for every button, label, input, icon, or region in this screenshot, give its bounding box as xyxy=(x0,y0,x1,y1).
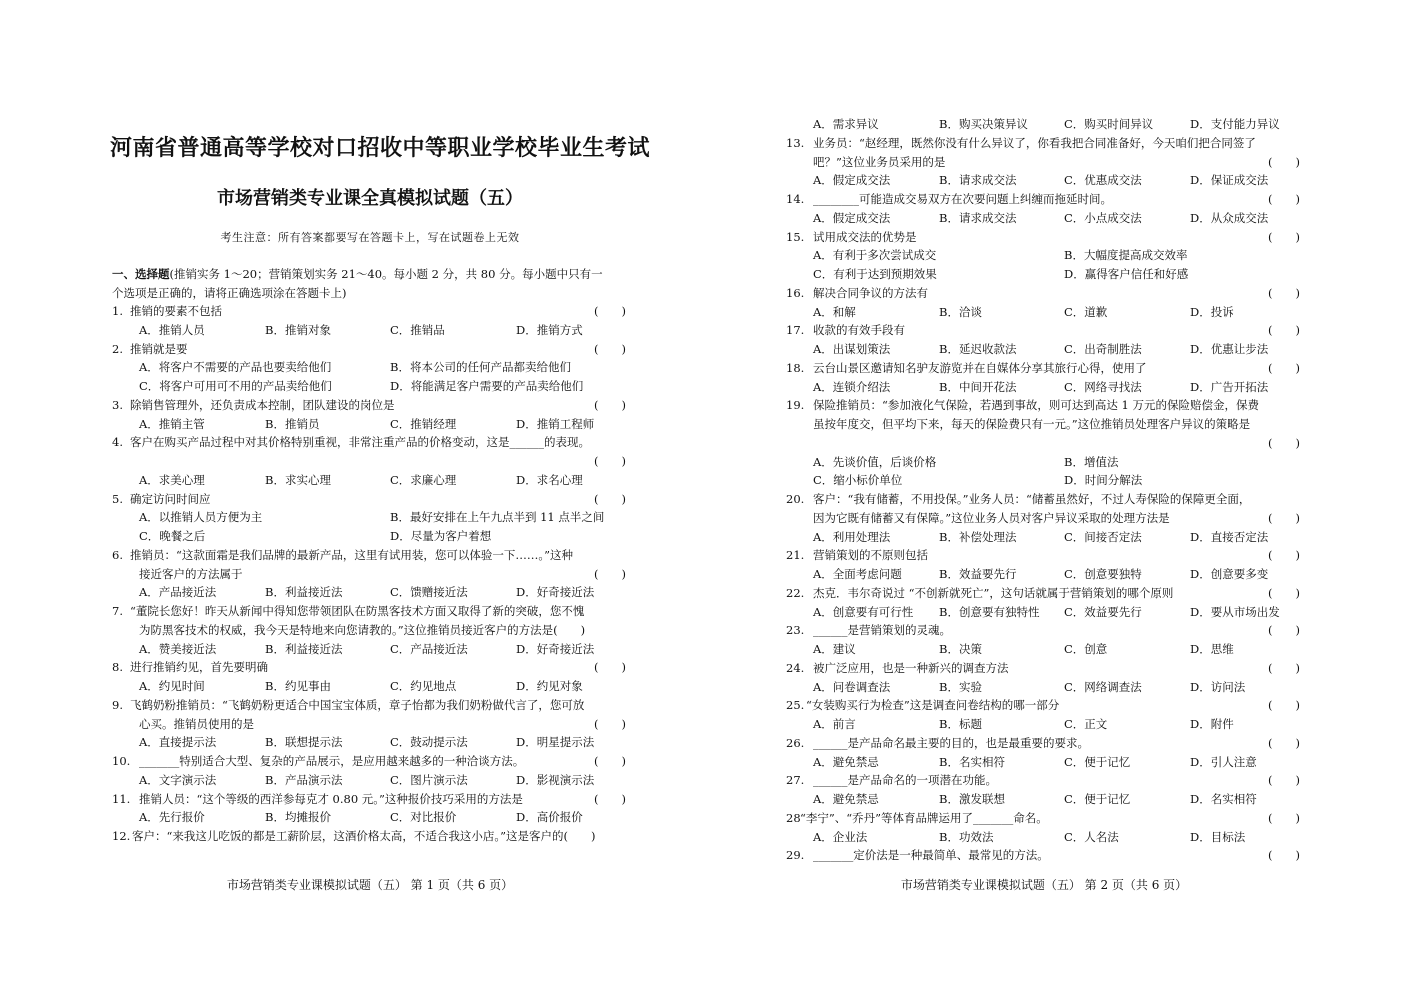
option-a: A．约见时间 xyxy=(139,679,205,693)
answer-paren: ( ) xyxy=(594,397,626,412)
question-6 xyxy=(110,546,630,565)
answer-paren: ( ) xyxy=(594,491,626,506)
options-row xyxy=(110,415,630,434)
option-d: D．思维 xyxy=(1190,642,1234,656)
options-row xyxy=(784,603,1304,622)
options-row xyxy=(110,527,630,546)
options-row xyxy=(784,640,1304,659)
question-number: 9. xyxy=(112,697,123,712)
option-b: B．请求成交法 xyxy=(939,210,1017,225)
option-a: A．以推销人员方便为主 xyxy=(139,510,263,525)
option-d: D．尽量为客户着想 xyxy=(390,529,492,543)
option-b: B．增值法 xyxy=(1064,454,1119,469)
options-row xyxy=(784,528,1304,547)
options-row xyxy=(784,378,1304,397)
option-c: C．馈赠接近法 xyxy=(390,585,468,600)
question-number: 5. xyxy=(112,491,123,506)
option-b: B．实验 xyxy=(939,679,982,694)
option-b: B．请求成交法 xyxy=(939,173,1017,188)
question-21 xyxy=(784,546,1304,565)
answer-paren: ( ) xyxy=(1268,848,1300,863)
options-row xyxy=(784,471,1304,490)
question-number: 1. xyxy=(112,304,123,318)
answer-paren: ( ) xyxy=(594,791,626,806)
section-instructions-1: (推销实务 1～20；营销策划实务 21～40。每小题 2 分，共 80 分。每小题中只有一 xyxy=(169,267,603,281)
options-row xyxy=(784,828,1304,847)
option-c: C．有利于达到预期效果 xyxy=(813,267,937,281)
question-number: 12. xyxy=(112,829,131,843)
answer-paren: ( ) xyxy=(1268,192,1300,206)
answer-paren: ( ) xyxy=(1268,623,1300,638)
question-stem-cont: 虽按年度交，但平均下来，每天的保险费只有一元。”这位推销员处理客户异议的策略是 xyxy=(813,417,1251,431)
option-c: C．便于记忆 xyxy=(1064,754,1131,769)
question-stem: 业务员：“赵经理，既然你没有什么异议了，你看我把合同准备好，今天咱们把合同签了 xyxy=(813,135,1256,150)
option-d: D．保证成交法 xyxy=(1190,173,1269,188)
options-row xyxy=(110,471,630,490)
question-6-cont xyxy=(110,565,630,584)
question-number: 15. xyxy=(786,229,805,244)
question-number: 13. xyxy=(786,135,805,150)
option-a: A．需求异议 xyxy=(813,117,879,131)
option-c: C．优惠成交法 xyxy=(1064,173,1142,188)
option-b: B．推销员 xyxy=(265,416,320,431)
option-a: A．避免禁忌 xyxy=(813,792,879,806)
question-26 xyxy=(784,734,1304,753)
option-c: C．网络寻找法 xyxy=(1064,379,1142,394)
question-19 xyxy=(784,396,1304,415)
options-row xyxy=(110,377,630,396)
option-c: C．效益要先行 xyxy=(1064,604,1142,619)
option-d: D．推销工程师 xyxy=(516,416,595,431)
options-row xyxy=(784,453,1304,472)
option-c: C．求廉心理 xyxy=(390,472,457,487)
option-d: D．优惠让步法 xyxy=(1190,342,1269,356)
question-stem: “李宁”、“乔丹”等体育品牌运用了_______命名。 xyxy=(800,810,1048,825)
question-number: 4. xyxy=(112,435,123,450)
option-c: C．缩小标价单位 xyxy=(813,473,903,488)
option-a: A．出谋划策法 xyxy=(813,342,891,356)
option-a: A．建议 xyxy=(813,642,856,656)
question-number: 21. xyxy=(786,548,805,563)
option-b: B．利益接近法 xyxy=(265,585,343,600)
option-b: B．名实相符 xyxy=(939,754,1005,769)
option-d: D．从众成交法 xyxy=(1190,210,1269,225)
option-a: A．产品接近法 xyxy=(139,585,217,600)
answer-paren: ( ) xyxy=(1268,810,1300,825)
answer-paren: ( ) xyxy=(1268,510,1300,525)
option-b: B．求实心理 xyxy=(265,472,331,487)
question-24 xyxy=(784,659,1304,678)
answer-paren: ( ) xyxy=(1268,698,1300,713)
option-d: D．投诉 xyxy=(1190,304,1234,319)
option-b: B．均摊报价 xyxy=(265,810,331,825)
options-row xyxy=(784,715,1304,734)
answer-paren: ( ) xyxy=(1268,360,1300,375)
answer-paren: ( ) xyxy=(1268,154,1300,169)
question-13-cont xyxy=(784,153,1304,172)
question-number: 7. xyxy=(112,604,123,618)
option-b: B．延迟收款法 xyxy=(939,342,1017,356)
answer-paren: ( ) xyxy=(594,660,626,675)
option-c: C．正文 xyxy=(1064,717,1108,731)
answer-paren: ( ) xyxy=(1268,285,1300,300)
option-b: B．功效法 xyxy=(939,829,994,844)
page-footer: 市场营销类专业课模拟试题（五） 第 1 页（共 6 页） xyxy=(226,878,514,892)
question-stem: 营销策划的不原则包括 xyxy=(813,548,928,563)
question-stem-cont: 因为它既有储蓄又有保障。”这位业务人员对客户异议采取的处理方法是 xyxy=(813,510,1170,525)
option-c: C．推销品 xyxy=(390,322,445,337)
option-b: B．推销对象 xyxy=(265,322,331,337)
question-10 xyxy=(110,752,630,771)
option-c: C．小点成交法 xyxy=(1064,210,1142,225)
answer-paren: ( ) xyxy=(1268,773,1300,788)
option-d: D．赢得客户信任和好感 xyxy=(1064,267,1189,281)
option-b: B．大幅度提高成交效率 xyxy=(1064,248,1188,263)
question-number: 17. xyxy=(786,323,805,338)
answer-paren: ( ) xyxy=(1268,660,1300,675)
options-row xyxy=(110,677,630,696)
question-stem: 杰克．韦尔奇说过 “不创新就死亡”，这句话就属于营销策划的哪个原则 xyxy=(813,585,1174,600)
answer-paren: ( ) xyxy=(594,754,626,768)
option-c: C．便于记忆 xyxy=(1064,792,1131,806)
options-row xyxy=(784,678,1304,697)
options-row xyxy=(110,358,630,377)
question-27 xyxy=(784,771,1304,790)
option-d: D．明星提示法 xyxy=(516,735,595,750)
option-c: C．道歉 xyxy=(1064,304,1108,319)
option-b: B．标题 xyxy=(939,717,982,731)
option-a: A．和解 xyxy=(813,304,856,319)
options-row xyxy=(784,115,1304,134)
question-20-cont xyxy=(784,509,1304,528)
option-a: A．企业法 xyxy=(813,829,868,844)
options-row xyxy=(110,321,630,340)
answer-paren: ( ) xyxy=(594,716,626,731)
option-b: B．洽谈 xyxy=(939,304,982,319)
question-stem: ______是营销策划的灵魂。 xyxy=(813,623,951,638)
question-number: 25. xyxy=(786,698,805,713)
question-25 xyxy=(784,696,1304,715)
option-d: D．直接否定法 xyxy=(1190,529,1269,544)
option-a: A．将客户不需要的产品也要卖给他们 xyxy=(139,360,332,375)
option-a: A．先谈价值，后谈价格 xyxy=(813,454,937,469)
options-row xyxy=(784,753,1304,772)
question-7 xyxy=(110,602,630,621)
question-number: 22. xyxy=(786,585,805,600)
question-number: 11. xyxy=(112,791,131,806)
question-16 xyxy=(784,284,1304,303)
option-c: C．创意要独特 xyxy=(1064,567,1142,581)
option-d: D．好奇接近法 xyxy=(516,641,595,656)
question-19-paren-line xyxy=(784,434,1304,453)
question-stem-cont: 心买。推销员使用的是 xyxy=(139,716,254,731)
question-number: 27. xyxy=(786,773,805,788)
question-stem: 云台山景区邀请知名驴友游览并在自媒体分享其旅行心得，使用了 xyxy=(813,360,1147,375)
option-a: A．创意要有可行性 xyxy=(813,604,914,619)
options-row xyxy=(110,583,630,602)
question-14 xyxy=(784,190,1304,209)
option-d: D．引人注意 xyxy=(1190,754,1257,769)
option-a: A．求美心理 xyxy=(139,472,205,487)
question-stem: 客户：“来我这儿吃饭的都是工薪阶层，这酒价格太高，不适合我这小店。”这是客户的( ) xyxy=(132,829,596,843)
option-a: A．有利于多次尝试成交 xyxy=(813,248,937,263)
question-number: 23. xyxy=(786,623,805,638)
option-b: B．最好安排在上午九点半到 11 点半之间 xyxy=(390,510,605,525)
question-stem: 收款的有效手段有 xyxy=(813,323,905,338)
exam-title: 河南省普通高等学校对口招收中等职业学校毕业生考试 xyxy=(110,135,651,161)
question-number: 24. xyxy=(786,660,805,675)
question-28 xyxy=(784,809,1304,828)
option-a: A．文字演示法 xyxy=(139,772,217,787)
question-stem: 推销员：“这款面霜是我们品牌的最新产品，这里有试用装，您可以体验一下……。”这种 xyxy=(130,547,574,562)
option-c: C．约见地点 xyxy=(390,679,457,693)
option-c: C．晚餐之后 xyxy=(139,529,206,543)
option-c: C．产品接近法 xyxy=(390,641,468,656)
question-stem: 除销售管理外，还负责成本控制，团队建设的岗位是 xyxy=(130,397,395,412)
question-stem: 推销的要素不包括 xyxy=(130,304,222,318)
question-2 xyxy=(110,340,630,359)
question-number: 29. xyxy=(786,848,805,863)
question-list-right xyxy=(784,115,1304,865)
answer-paren: ( ) xyxy=(1268,323,1300,338)
option-c: C．网络调查法 xyxy=(1064,679,1142,694)
question-stem: 确定访问时间应 xyxy=(130,491,211,506)
option-b: B．产品演示法 xyxy=(265,772,343,787)
question-18 xyxy=(784,359,1304,378)
answer-paren: ( ) xyxy=(1268,735,1300,750)
option-d: D．约见对象 xyxy=(516,679,583,693)
option-d: D．广告开拓法 xyxy=(1190,379,1269,394)
question-17 xyxy=(784,321,1304,340)
option-d: D．推销方式 xyxy=(516,322,583,337)
option-a: A．前言 xyxy=(813,717,856,731)
option-a: A．直接提示法 xyxy=(139,735,217,750)
option-a: A．避免禁忌 xyxy=(813,754,879,769)
section-instructions-2: 个选项是正确的，请将正确选项涂在答题卡上) xyxy=(112,286,347,300)
question-7-cont xyxy=(110,621,630,640)
option-d: D．附件 xyxy=(1190,717,1234,731)
option-c: C．推销经理 xyxy=(390,416,457,431)
option-b: B．效益要先行 xyxy=(939,567,1017,581)
question-number: 6. xyxy=(112,547,123,562)
question-stem: 保险推销员：“参加液化气保险，若遇到事故，则可达到高达 1 万元的保险赔偿金，保费 xyxy=(813,398,1260,413)
options-row xyxy=(110,808,630,827)
option-b: B．利益接近法 xyxy=(265,641,343,656)
option-a: A．全面考虑问题 xyxy=(813,567,902,581)
option-b: B．购买决策异议 xyxy=(939,117,1028,131)
option-b: B．决策 xyxy=(939,642,982,656)
question-4-paren-line xyxy=(110,452,630,471)
question-9-cont xyxy=(110,715,630,734)
question-29 xyxy=(784,846,1304,865)
question-22 xyxy=(784,584,1304,603)
option-a: A．问卷调查法 xyxy=(813,679,891,694)
answer-paren: ( ) xyxy=(1268,435,1300,450)
question-9 xyxy=(110,696,630,715)
option-b: B．中间开花法 xyxy=(939,379,1017,394)
option-c: C．对比报价 xyxy=(390,810,457,825)
option-a: A．利用处理法 xyxy=(813,529,891,544)
question-number: 19. xyxy=(786,398,805,413)
options-row xyxy=(784,171,1304,190)
question-number: 28 xyxy=(786,810,801,825)
question-stem: ______是产品命名的一项潜在功能。 xyxy=(813,773,997,788)
option-c: C．购买时间异议 xyxy=(1064,117,1154,131)
option-d: D．创意要多变 xyxy=(1190,567,1269,581)
option-c: C．人名法 xyxy=(1064,829,1119,844)
question-stem: 试用成交法的优势是 xyxy=(813,229,917,244)
option-c: C．出奇制胜法 xyxy=(1064,342,1142,356)
options-row xyxy=(110,508,630,527)
question-number: 26. xyxy=(786,735,805,750)
option-d: D．时间分解法 xyxy=(1064,473,1143,488)
option-d: D．支付能力异议 xyxy=(1190,117,1280,131)
question-20 xyxy=(784,490,1304,509)
option-a: A．假定成交法 xyxy=(813,173,891,188)
answer-paren: ( ) xyxy=(594,566,626,581)
option-d: D．高价报价 xyxy=(516,810,583,825)
question-stem: ________可能造成交易双方在次要问题上纠缠而拖延时间。 xyxy=(813,192,1112,206)
option-b: B．将本公司的任何产品都卖给他们 xyxy=(390,360,571,375)
question-stem: 客户：“我有储蓄，不用投保。”业务人员：“储蓄虽然好，不过人寿保险的保障更全面， xyxy=(813,492,1251,506)
question-stem: 推销就是要 xyxy=(130,341,188,356)
option-c: C．将客户可用可不用的产品卖给他们 xyxy=(139,379,332,393)
options-row xyxy=(784,790,1304,809)
options-row xyxy=(784,246,1304,265)
answer-paren: ( ) xyxy=(594,454,626,468)
option-d: D．将能满足客户需要的产品卖给他们 xyxy=(390,379,584,393)
question-stem: ______是产品命名最主要的目的，也是最重要的要求。 xyxy=(813,735,1089,750)
section-heading xyxy=(112,265,630,303)
option-c: C．鼓动提示法 xyxy=(390,735,468,750)
question-8 xyxy=(110,658,630,677)
option-a: A．推销主管 xyxy=(139,416,205,431)
question-number: 10. xyxy=(112,754,131,768)
question-number: 2. xyxy=(112,341,123,356)
option-c: C．间接否定法 xyxy=(1064,529,1142,544)
options-row xyxy=(784,565,1304,584)
question-stem: 飞鹤奶粉推销员：“飞鹤奶粉更适合中国宝宝体质，章子怡都为我们奶粉做代言了，您可放 xyxy=(130,697,585,712)
question-stem: 进行推销约见，首先要明确 xyxy=(130,660,268,675)
question-number: 20. xyxy=(786,492,805,506)
question-19-cont xyxy=(784,415,1304,434)
option-d: D．影视演示法 xyxy=(516,772,595,787)
question-11 xyxy=(110,790,630,809)
answer-paren: ( ) xyxy=(594,341,626,356)
options-row xyxy=(110,771,630,790)
option-d: D．求名心理 xyxy=(516,472,583,487)
question-13 xyxy=(784,134,1304,153)
answer-paren: ( ) xyxy=(1268,229,1300,244)
page-footer: 市场营销类专业课模拟试题（五） 第 2 页（共 6 页） xyxy=(900,878,1188,892)
answer-paren: ( ) xyxy=(1268,548,1300,563)
option-b: B．创意要有独特性 xyxy=(939,604,1040,619)
answer-paren: ( ) xyxy=(594,304,626,318)
question-stem: _______定价法是一种最简单、最常见的方法。 xyxy=(813,848,1049,863)
options-row xyxy=(784,340,1304,359)
option-d: D．名实相符 xyxy=(1190,792,1257,806)
question-stem: 解决合同争议的方法有 xyxy=(813,285,928,300)
option-b: B．联想提示法 xyxy=(265,735,343,750)
question-3 xyxy=(110,396,630,415)
exam-subtitle: 市场营销类专业课全真模拟试题（五） xyxy=(217,188,523,209)
option-c: C．图片演示法 xyxy=(390,772,468,787)
option-b: B．约见事由 xyxy=(265,679,331,693)
question-stem: “女装购买行为检查”这是调查问卷结构的哪一部分 xyxy=(806,698,1060,713)
options-row xyxy=(110,733,630,752)
question-stem-cont: 吧？”这位业务员采用的是 xyxy=(813,154,946,169)
question-4 xyxy=(110,433,630,452)
option-b: B．激发联想 xyxy=(939,792,1005,806)
option-c: C．创意 xyxy=(1064,642,1108,656)
question-stem-cont: 为防黑客技术的权威，我今天是特地来向您请教的。”这位推销员接近客户的方法是( ) xyxy=(139,622,586,637)
question-15 xyxy=(784,228,1304,247)
question-stem: 推销人员：“这个等级的西洋参每克才 0.80 元。”这种报价技巧采用的方法是 xyxy=(139,791,523,806)
option-d: D．好奇接近法 xyxy=(516,585,595,600)
option-a: A．先行报价 xyxy=(139,810,205,825)
question-12 xyxy=(110,827,630,846)
question-stem: 被广泛应用，也是一种新兴的调查方法 xyxy=(813,660,1009,675)
option-d: D．要从市场出发 xyxy=(1190,604,1280,619)
option-b: B．补偿处理法 xyxy=(939,529,1017,544)
options-row xyxy=(110,640,630,659)
option-d: D．目标法 xyxy=(1190,829,1246,844)
question-1 xyxy=(110,302,630,321)
section-label: 一、选择题 xyxy=(112,267,170,281)
question-number: 16. xyxy=(786,285,805,300)
question-list-left xyxy=(110,302,630,846)
question-stem-cont: 接近客户的方法属于 xyxy=(139,566,243,581)
question-number: 18. xyxy=(786,360,805,375)
option-d: D．访问法 xyxy=(1190,679,1246,694)
options-row xyxy=(784,265,1304,284)
question-number: 14. xyxy=(786,192,805,206)
option-a: A．赞美接近法 xyxy=(139,641,217,656)
options-row xyxy=(784,303,1304,322)
exam-notice: 考生注意：所有答案都要写在答题卡上，写在试题卷上无效 xyxy=(220,231,520,244)
option-a: A．推销人员 xyxy=(139,322,205,337)
question-number: 8. xyxy=(112,660,123,675)
option-a: A．假定成交法 xyxy=(813,210,891,225)
question-23 xyxy=(784,621,1304,640)
question-5 xyxy=(110,490,630,509)
question-number: 3. xyxy=(112,397,123,412)
option-a: A．连锁介绍法 xyxy=(813,379,891,394)
question-stem: _______特别适合大型、复杂的产品展示，是应用越来越多的一种洽谈方法。 xyxy=(139,754,525,768)
question-stem: 客户在购买产品过程中对其价格特别重视，非常注重产品的价格变动，这是______的表现。 xyxy=(130,435,590,450)
question-stem: “董院长您好！昨天从新闻中得知您带领团队在防黑客技术方面又取得了新的突破，您不愧 xyxy=(130,604,585,618)
options-row xyxy=(784,209,1304,228)
answer-paren: ( ) xyxy=(1268,585,1300,600)
